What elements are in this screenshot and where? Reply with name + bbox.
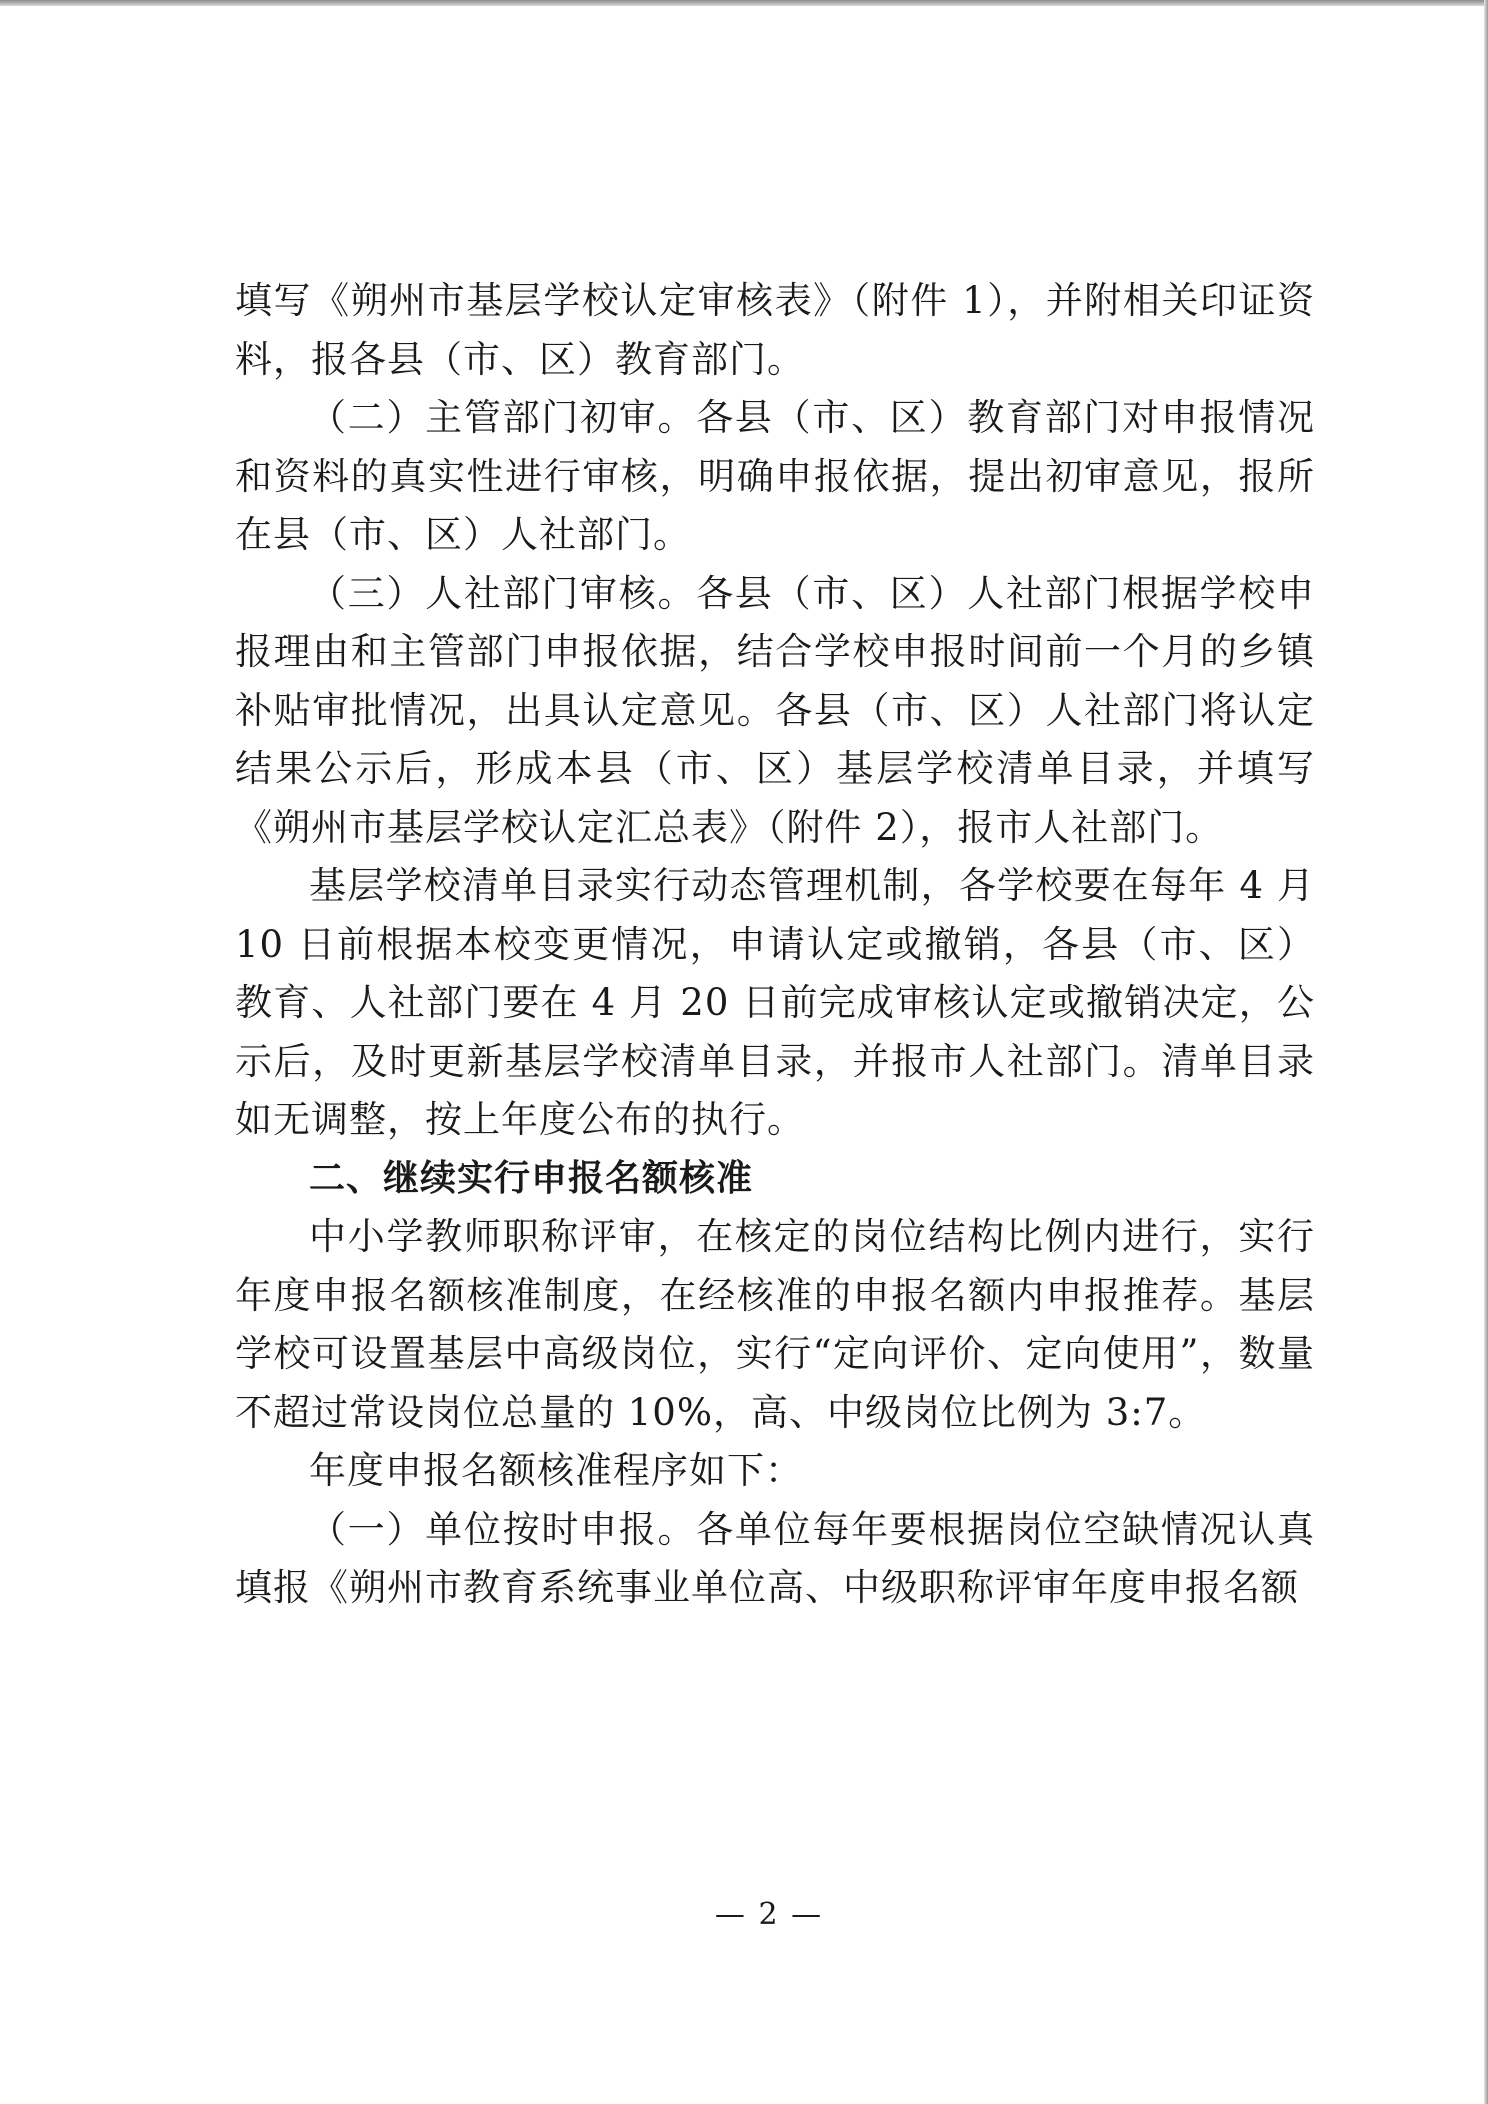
scan-edge-right <box>1484 0 1488 2104</box>
paragraph-dynamic-management: 基层学校清单目录实行动态管理机制，各学校要在每年 4 月 10 日前根据本校变更情况，申请认定或撤销，各县（市、区）教育、人社部门要在 4 月 20 日前完成审核认定或撤销决定，公示后，及时更新基层学校清单目录，并报市人社部门。清单目录如无调整，按上年度公布的执行。 <box>235 864 1315 1141</box>
paragraph-hrss-review: （三）人社部门审核。各县（市、区）人社部门根据学校申报理由和主管部门申报依据，结合学校申报时间前一个月的乡镇补贴审批情况，出具认定意见。各县（市、区）人社部门将认定结果公示后，形成本县（市、区）基层学校清单目录，并填写《朔州市基层学校认定汇总表》（附件 2），报市人社部门。 <box>235 571 1315 849</box>
paragraph-procedure-intro: 年度申报名额核准程序如下： <box>309 1449 803 1492</box>
section-heading: 二、继续实行申报名额核准 <box>309 1157 754 1199</box>
paragraph-quota-approval: 中小学教师职称评审，在核定的岗位结构比例内进行，实行年度申报名额核准制度，在经核准的申报名额内申报推荐。基层学校可设置基层中高级岗位，实行“定向评价、定向使用”，数量不超过常设岗位总量的 10%，高、中级岗位比例为 3:7。 <box>235 1215 1315 1434</box>
document-body <box>235 272 1315 1618</box>
paragraph-unit-application: （一）单位按时申报。各单位每年要根据岗位空缺情况认真填报《朔州市教育系统事业单位高、中级职称评审年度申报名额 <box>235 1507 1315 1609</box>
page-number: — 2 — <box>714 1897 824 1932</box>
paragraph-continuation: 填写《朔州市基层学校认定审核表》（附件 1），并附相关印证资料，报各县（市、区）教育部门。 <box>235 279 1315 381</box>
scan-edge-top <box>0 0 1488 6</box>
paragraph-preliminary-review: （二）主管部门初审。各县（市、区）教育部门对申报情况和资料的真实性进行审核，明确申报依据，提出初审意见，报所在县（市、区）人社部门。 <box>235 396 1315 556</box>
